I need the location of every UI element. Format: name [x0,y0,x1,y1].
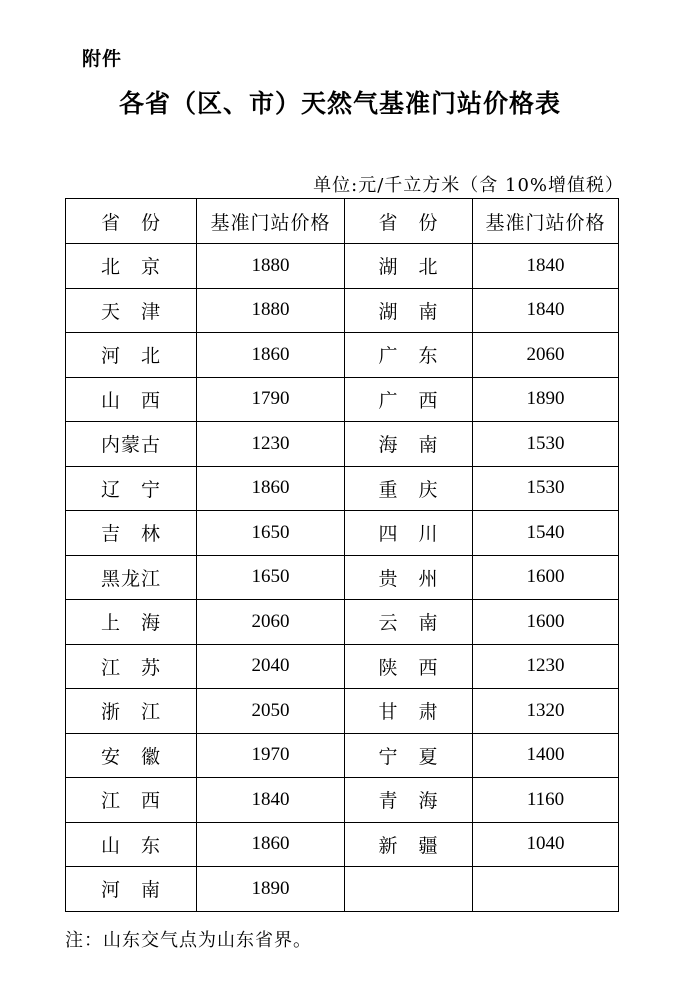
province-name-cell: 吉 林 [66,511,197,556]
table-header-row [66,199,619,244]
province-name-cell: 安 徽 [66,733,197,778]
price-cell: 1890 [473,377,619,422]
table-row [66,822,619,867]
price-cell: 1320 [473,689,619,734]
province-name-cell: 广 东 [345,333,473,378]
province-name-cell: 河 南 [66,867,197,912]
price-cell: 1160 [473,778,619,823]
price-cell: 2060 [197,600,345,645]
price-cell: 1880 [197,288,345,333]
price-cell: 1860 [197,822,345,867]
province-name-cell: 北 京 [66,244,197,289]
table-row [66,555,619,600]
province-name-cell: 广 西 [345,377,473,422]
province-name-cell: 湖 南 [345,288,473,333]
province-name-cell: 山 西 [66,377,197,422]
table-row [66,689,619,734]
province-name-cell: 甘 肃 [345,689,473,734]
document-title: 各省（区、市）天然气基准门站价格表 [118,89,561,118]
province-name-cell: 浙 江 [66,689,197,734]
province-name-cell: 天 津 [66,288,197,333]
province-name-cell: 黑龙江 [66,555,197,600]
price-cell: 1840 [197,778,345,823]
table-row [66,466,619,511]
price-cell: 1860 [197,333,345,378]
price-cell: 1890 [197,867,345,912]
price-cell: 1880 [197,244,345,289]
table-row [66,511,619,556]
header-province-left: 省 份 [66,199,197,244]
price-cell: 1650 [197,555,345,600]
table-row [66,733,619,778]
table-row [66,644,619,689]
table-row [66,867,619,912]
price-cell: 1840 [473,288,619,333]
price-cell: 1530 [473,422,619,467]
province-name-cell: 江 西 [66,778,197,823]
price-cell: 1650 [197,511,345,556]
price-cell: 2050 [197,689,345,734]
table-row [66,288,619,333]
table-row [66,600,619,645]
table-row [66,422,619,467]
price-cell: 2060 [473,333,619,378]
table-row [66,244,619,289]
table-row [66,333,619,378]
price-cell: 1040 [473,822,619,867]
province-name-cell: 陕 西 [345,644,473,689]
price-cell: 2040 [197,644,345,689]
province-name-cell: 贵 州 [345,555,473,600]
province-name-cell: 山 东 [66,822,197,867]
header-price-right: 基准门站价格 [473,199,619,244]
province-name-cell: 云 南 [345,600,473,645]
province-name-cell: 内蒙古 [66,422,197,467]
price-cell [473,867,619,912]
price-cell: 1970 [197,733,345,778]
footnote: 注：山东交气点为山东省界。 [65,930,312,951]
province-name-cell: 河 北 [66,333,197,378]
province-name-cell: 上 海 [66,600,197,645]
price-cell: 1540 [473,511,619,556]
price-cell: 1400 [473,733,619,778]
province-name-cell: 海 南 [345,422,473,467]
province-name-cell: 湖 北 [345,244,473,289]
price-table [65,198,619,912]
attachment-label: 附件 [82,48,123,70]
province-name-cell: 重 庆 [345,466,473,511]
price-cell: 1230 [473,644,619,689]
price-cell: 1840 [473,244,619,289]
province-name-cell: 宁 夏 [345,733,473,778]
price-cell: 1790 [197,377,345,422]
table-row [66,778,619,823]
price-cell: 1600 [473,555,619,600]
table-row [66,377,619,422]
unit-label: 单位:元/千立方米（含 10%增值税） [313,175,624,196]
province-name-cell: 青 海 [345,778,473,823]
price-cell: 1600 [473,600,619,645]
header-province-right: 省 份 [345,199,473,244]
province-name-cell: 四 川 [345,511,473,556]
header-price-left: 基准门站价格 [197,199,345,244]
province-name-cell: 辽 宁 [66,466,197,511]
province-name-cell: 江 苏 [66,644,197,689]
province-name-cell [345,867,473,912]
table-body [66,244,619,912]
province-name-cell: 新 疆 [345,822,473,867]
price-cell: 1230 [197,422,345,467]
price-cell: 1530 [473,466,619,511]
price-cell: 1860 [197,466,345,511]
